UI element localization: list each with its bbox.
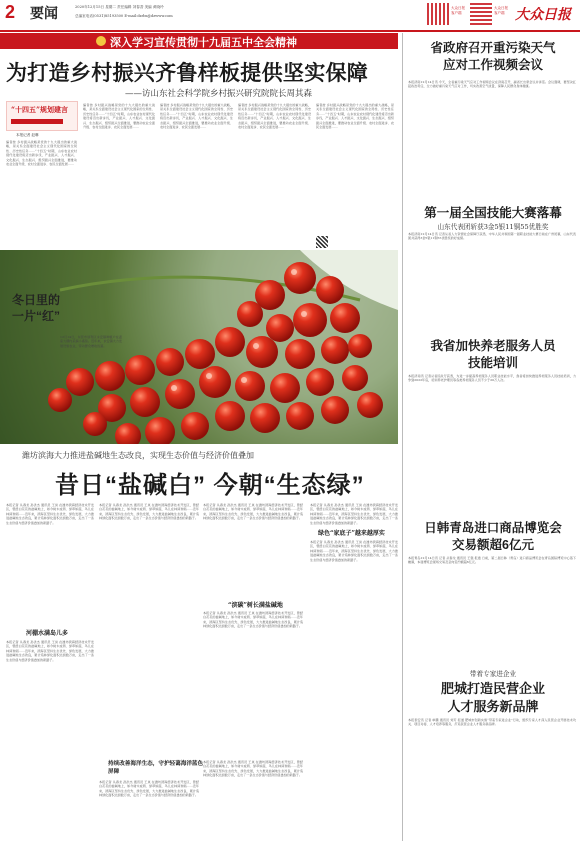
qr-code-2-icon[interactable] (470, 3, 492, 25)
right-story-1-body: 本报济南12月14日讯 今天，全省重污染天气应对工作视频会议在济南召开，副省长出席会议并讲话。会议强调，要坚决扛起政治责任，全力做好重污染天气应对工作，切实改善空气质量，保障人民群众身体健康。 (408, 80, 576, 89)
right-story-5-headline: 肥城打造民营企业 人才服务新品牌 (440, 681, 545, 714)
lead-headline: 为打造乡村振兴齐鲁样板提供坚实保障 (6, 62, 369, 85)
right-story-4-headline: 日韩青岛进口商品博览会 交易额超6亿元 (424, 521, 562, 552)
main-subhead-2: “滨碳”树长满盐碱地 (228, 602, 283, 609)
main-body-col3c: 本报记者 从春龙 孙洪杰 通讯员 王岚 在潍坊滨海经济技术开发区，曾经白花花的盐碱地上，如今树木成荫、绿草如茵，鸟儿在林间欢唱……近年来，滨海区坚持生态优先、绿色发展，大力推进盐碱地生态改良，累计造林绿化面积达到数万亩，走出了一条生态价值与经济价值叠加的新路子。 (203, 760, 303, 778)
series-label-box (6, 101, 78, 131)
photo-caption-text: 12月14日，东营市垦利区永安镇种植户在温室大棚内采摘小番茄。近年来，永安镇大力发展设施农业，带动群众增收致富。 (60, 335, 122, 348)
right-story-3-headline: 我省加快养老服务人员 技能培训 (430, 339, 556, 370)
right-story-2-headline: 第一届全国技能大赛落幕 (424, 206, 562, 220)
right-story-4-body: 本报青岛12月14日讯 记者 从春龙 通讯员 王强 报道 日前，第二届日韩（青岛）进口商品博览会在青岛国际博览中心落下帷幕，本届博览会现场交易及意向签约额超6亿元。 (408, 556, 576, 565)
lead-body-col3: 编者按 乡村振兴战略是党的十九大提出的重大战略，是关系全面建设社会主义现代化国家的全局性、历史性任务……“十四五”时期，山东农业农村现代化建设将迈出新步伐，产业振兴、人才振兴、文化振兴、生态振兴、组织振兴全面推进，要推动农业全面升级、农村全面进步、农民全面发展…… (160, 103, 233, 130)
qr-code-1-label: 大众日报 客户端 (451, 6, 465, 15)
lead-byline: 本报记者 赵琳 (16, 133, 39, 137)
main-body-col2b: 本报记者 从春龙 孙洪杰 通讯员 王岚 在潍坊滨海经济技术开发区，曾经白花花的盐碱地上，如今树木成荫、绿草如茵，鸟儿在林间欢唱……近年来，滨海区坚持生态优先、绿色发展，大力推进盐碱地生态改良，累计造林绿化面积达到数万亩，走出了一条生态价值与经济价值叠加的新路子。 (99, 780, 199, 798)
banner-text: 深入学习宣传贯彻十九届五中全会精神 (110, 37, 297, 49)
section-name: 要闻 (30, 5, 58, 21)
main-body-col2: 本报记者 从春龙 孙洪杰 通讯员 王岚 在潍坊滨海经济技术开发区，曾经白花花的盐碱地上，如今树木成荫、绿草如茵，鸟儿在林间欢唱……近年来，滨海区坚持生态优先、绿色发展，大力推进盐碱地生态改良，累计造林绿化面积达到数万亩，走出了一条生态价值与经济价值叠加的新路子。 (99, 503, 199, 521)
qr-code-1-icon[interactable] (427, 3, 449, 25)
main-subhead-1: 河棚水满岛儿多 (26, 630, 69, 637)
main-body-col3b: 本报记者 从春龙 孙洪杰 通讯员 王岚 在潍坊滨海经济技术开发区，曾经白花花的盐碱地上，如今树木成荫、绿草如茵，鸟儿在林间欢唱……近年来，滨海区坚持生态优先、绿色发展，大力推进盐碱地生态改良，累计造林绿化面积达到数万亩，走出了一条生态价值与经济价值叠加的新路子。 (203, 611, 303, 629)
right-story-5-body: 本报泰安讯 记者 单鹏 通讯员 刘芳 报道 肥城市创新实施“带着专家进企业”行动，组织专家人才深入民营企业开展技术攻关、项目对接、人才培养等服务，打造民营企业人才服务新品牌。 (408, 718, 576, 727)
page-number: 2 (5, 2, 16, 22)
series-label: “十四五”规划建言 (11, 105, 69, 114)
main-subhead-3: 持续改善海洋生态，守护轻蔼海洋蓝色屏障 (108, 761, 204, 775)
photo-caption-title: 冬日里的 一片“红” (12, 293, 61, 323)
lead-body-col1: 编者按 乡村振兴战略是党的十九大提出的重大战略，是关系全面建设社会主义现代化国家的全局性、历史性任务……“十四五”时期，山东农业农村现代化建设将迈出新步伐，产业振兴、人才振兴、文化振兴、生态振兴、组织振兴全面推进，要推动农业全面升级、农村全面进步、农民全面发展…… (6, 140, 77, 167)
main-body-col1b: 本报记者 从春龙 孙洪杰 通讯员 王岚 在潍坊滨海经济技术开发区，曾经白花花的盐碱地上，如今树木成荫、绿草如茵，鸟儿在林间欢唱……近年来，滨海区坚持生态优先、绿色发展，大力推进盐碱地生态改良，累计造林绿化面积达到数万亩，走出了一条生态价值与经济价值叠加的新路子。 (6, 640, 94, 662)
main-body-col4: 本报记者 从春龙 孙洪杰 通讯员 王岚 在潍坊滨海经济技术开发区，曾经白花花的盐碱地上，如今树木成荫、绿草如茵，鸟儿在林间欢唱……近年来，滨海区坚持生态优先、绿色发展，大力推进盐碱地生态改良，累计造林绿化面积达到数万亩，走出了一条生态价值与经济价值叠加的新路子。 (310, 503, 398, 525)
theme-banner (0, 33, 398, 49)
lead-body-col4: 编者按 乡村振兴战略是党的十九大提出的重大战略，是关系全面建设社会主义现代化国家的全局性、历史性任务……“十四五”时期，山东农业农村现代化建设将迈出新步伐，产业振兴、人才振兴、文化振兴、生态振兴、组织振兴全面推进，要推动农业全面升级、农村全面进步、农民全面发展…… (238, 103, 311, 130)
lead-body-col5: 编者按 乡村振兴战略是党的十九大提出的重大战略，是关系全面建设社会主义现代化国家的全局性、历史性任务……“十四五”时期，山东农业农村现代化建设将迈出新步伐，产业振兴、人才振兴、文化振兴、生态振兴、组织振兴全面推进，要推动农业全面升级、农村全面进步、农民全面发展…… (316, 103, 394, 130)
column-divider (402, 33, 403, 841)
right-story-1-headline: 省政府召开重污染天气 应对工作视频会议 (430, 41, 556, 72)
main-body-col1: 本报记者 从春龙 孙洪杰 通讯员 王岚 在潍坊滨海经济技术开发区，曾经白花花的盐碱地上，如今树木成荫、绿草如茵，鸟儿在林间欢唱……近年来，滨海区坚持生态优先、绿色发展，大力推进盐碱地生态改良，累计造林绿化面积达到数万亩，走出了一条生态价值与经济价值叠加的新路子。 (6, 503, 94, 525)
date-line: 2020年12月15日 星期二 责任编辑 刘春香 美编 黄晓玲 (75, 5, 164, 9)
right-story-2-body: 本报济南12月14日讯 记者从省人力资源社会保障厅获悉，中华人民共和国第一届职业技能大赛日前在广州闭幕，山东代表团共获得3金5银11铜55优胜奖的好成绩。 (408, 232, 576, 241)
main-subhead-4: 绿色“家底子”越来越厚实 (318, 530, 385, 537)
right-story-5-kicker: 带着专家进企业 (469, 670, 517, 678)
main-body-col4b: 本报记者 从春龙 孙洪杰 通讯员 王岚 在潍坊滨海经济技术开发区，曾经白花花的盐碱地上，如今树木成荫、绿草如茵，鸟儿在林间欢唱……近年来，滨海区坚持生态优先、绿色发展，大力推进盐碱地生态改良，累计造林绿化面积达到数万亩，走出了一条生态价值与经济价值叠加的新路子。 (310, 540, 398, 562)
right-story-2-subhead: 山东代表团斩获3金5银11铜55优胜奖 (437, 223, 549, 231)
masthead (0, 0, 580, 31)
main-kicker: 潍坊滨海大力推进盐碱地生态改良，实现生态价值与经济价值叠加 (22, 451, 254, 460)
newspaper-logo: 大众日报 (515, 7, 571, 23)
right-story-3-body: 本报济南讯 记者从省民政厅获悉，为进一步提高养老服务人员职业技能水平，我省将加快推进养老服务人员技能培训，力争到2022年底，培训养老护理员等各类养老服务人员不少于20万人次。 (408, 374, 576, 383)
contact-line: 总编室电话(0531)85193500 E-mail:dzrbs@dzwww.com (75, 14, 173, 18)
main-headline: 昔日“盐碱白” 今朝“生态绿” (55, 472, 365, 499)
party-emblem-icon (96, 36, 106, 46)
masthead-rule (0, 30, 580, 32)
lead-body-col2: 编者按 乡村振兴战略是党的十九大提出的重大战略，是关系全面建设社会主义现代化国家的全局性、历史性任务……“十四五”时期，山东农业农村现代化建设将迈出新步伐，产业振兴、人才振兴、文化振兴、生态振兴、组织振兴全面推进，要推动农业全面升级、农村全面进步、农民全面发展…… (83, 103, 155, 130)
series-underline (11, 119, 63, 124)
lead-qr-code-icon[interactable] (316, 236, 328, 248)
qr-code-2-label: 大众日报 客户端 (494, 6, 508, 15)
lead-subhead: ——访山东社会科学院乡村振兴研究院院长周其森 (125, 89, 313, 99)
main-body-col3: 本报记者 从春龙 孙洪杰 通讯员 王岚 在潍坊滨海经济技术开发区，曾经白花花的盐碱地上，如今树木成荫、绿草如茵，鸟儿在林间欢唱……近年来，滨海区坚持生态优先、绿色发展，大力推进盐碱地生态改良，累计造林绿化面积达到数万亩，走出了一条生态价值与经济价值叠加的新路子。 (203, 503, 303, 521)
